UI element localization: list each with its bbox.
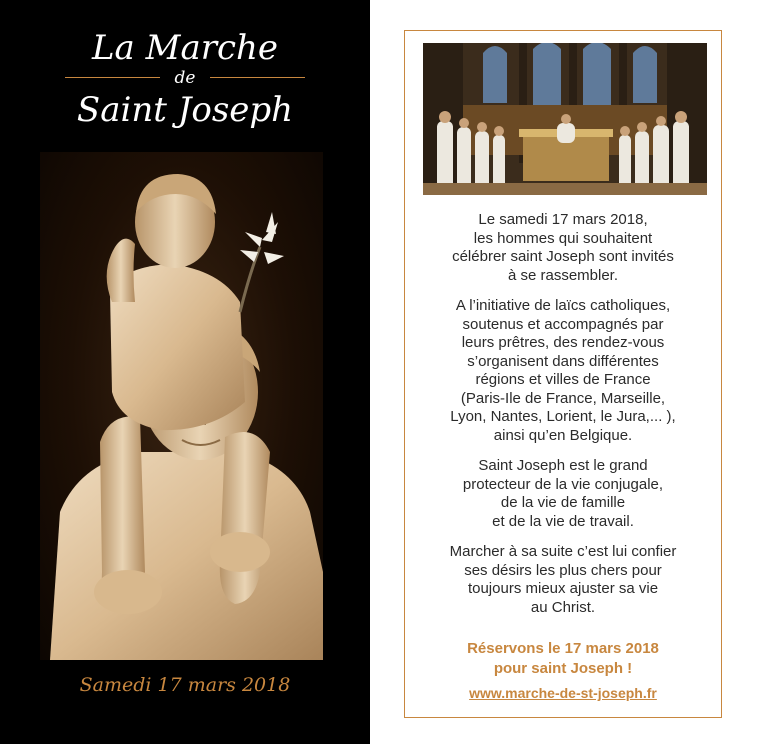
cathedral-illustration [423, 43, 707, 195]
statue-illustration [40, 152, 323, 660]
paragraph-initiative: A l’initiative de laïcs catholiques, soutenus et accompagnés par leurs prêtres, des rendez-vous s’organisent dans différentes régions et villes de France (Paris-Ile de France, Marseille, Lyon, Nantes, Lorient, le Jura,... ), ainsi qu’en Belgique. [450, 297, 676, 444]
title-line-1: La Marche [91, 28, 279, 68]
paragraph-walk: Marcher à sa suite c’est lui confier ses désirs les plus chers pour toujours mieux ajuster sa vie au Christ. [449, 543, 677, 616]
body-text [405, 211, 721, 629]
left-panel [0, 0, 370, 744]
title-line-2: Saint Joseph [76, 90, 294, 130]
paragraph-intro: Le samedi 17 mars 2018, les hommes qui souhaitent célébrer saint Joseph sont invités à se rassembler. [452, 211, 674, 284]
call-to-action: Réservons le 17 mars 2018 pour saint Joseph ! [467, 640, 659, 677]
info-card [404, 30, 722, 718]
title-rule-right [210, 77, 305, 78]
flyer-title [0, 28, 370, 130]
paragraph-protector: Saint Joseph est le grand protecteur de la vie conjugale, de la vie de famille et de la vie de travail. [462, 457, 664, 530]
event-date: Samedi 17 mars 2018 [79, 674, 291, 696]
title-de-row [65, 68, 305, 90]
title-de: de [174, 68, 196, 88]
website-link[interactable]: www.marche-de-st-joseph.fr [469, 685, 657, 701]
statue-photo [40, 152, 323, 660]
cathedral-photo [423, 43, 707, 195]
title-rule-left [65, 77, 160, 78]
